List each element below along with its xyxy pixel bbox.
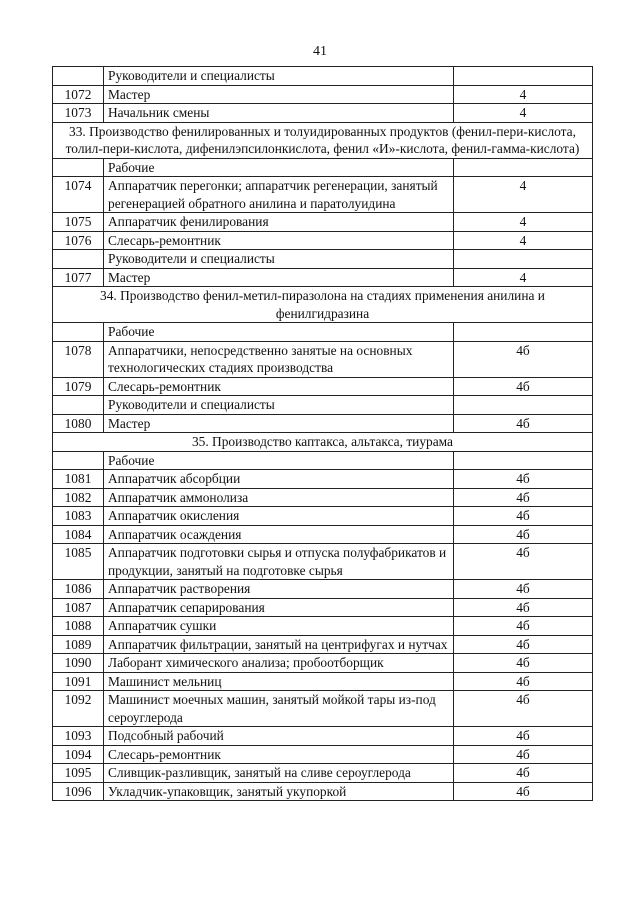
table-row [53,414,593,433]
row-number: 1080 [53,414,104,433]
occupation-name: Слесарь-ремонтник [104,231,454,250]
row-number: 1077 [53,268,104,287]
row-number: 1089 [53,635,104,654]
list-number-cell [454,158,593,177]
section-title: 35. Производство каптакса, альтакса, тиурама [53,433,593,452]
occupation-name: Слесарь-ремонтник [104,745,454,764]
row-number: 1079 [53,377,104,396]
list-number: 4б [454,598,593,617]
occupation-name: Мастер [104,85,454,104]
occupation-name: Аппаратчик подготовки сырья и отпуска полуфабрикатов и продукции, занятый на подготовке сырья [104,544,454,580]
row-number: 1083 [53,507,104,526]
table-row [53,745,593,764]
table-row [53,231,593,250]
row-number-cell [53,323,104,342]
occupation-name: Аппаратчики, непосредственно занятые на основных технологических стадиях производства [104,341,454,377]
row-number-cell [53,250,104,269]
occupation-name: Сливщик-разливщик, занятый на сливе сероуглерода [104,764,454,783]
table-row [53,507,593,526]
section-title: 33. Производство фенилированных и толуидированных продуктов (фенил-пери-кислота, толил-пери-кислота, дифенилэпсилонкислота, фенил «И»-кислота, фенил-гамма-кислота) [53,122,593,158]
group-row [53,158,593,177]
row-number: 1087 [53,598,104,617]
list-number: 4б [454,470,593,489]
row-number: 1092 [53,691,104,727]
occupation-name: Мастер [104,414,454,433]
list-number: 4б [454,580,593,599]
table-row [53,598,593,617]
occupation-name: Машинист моечных машин, занятый мойкой тары из-под сероуглерода [104,691,454,727]
list-number: 4б [454,764,593,783]
list-number: 4б [454,617,593,636]
occupation-name: Аппаратчик окисления [104,507,454,526]
list-number-cell [454,323,593,342]
group-row [53,396,593,415]
occupation-name: Машинист мельниц [104,672,454,691]
occupation-name: Аппаратчик аммонолиза [104,488,454,507]
section-header-row [53,287,593,323]
table-row [53,488,593,507]
row-number-cell [53,451,104,470]
table-row [53,104,593,123]
list-number: 4б [454,414,593,433]
list-number-cell [454,67,593,86]
row-number-cell [53,158,104,177]
table-row [53,544,593,580]
list-number: 4 [454,177,593,213]
row-number: 1072 [53,85,104,104]
table-row [53,672,593,691]
list-number: 4 [454,104,593,123]
row-number: 1084 [53,525,104,544]
group-label: Рабочие [104,451,454,470]
occupation-name: Подсобный рабочий [104,727,454,746]
list-number: 4б [454,654,593,673]
group-label: Рабочие [104,323,454,342]
list-number: 4 [454,213,593,232]
list-number: 4б [454,782,593,801]
group-row [53,250,593,269]
occupation-table [52,66,593,801]
table-row [53,268,593,287]
list-number: 4 [454,85,593,104]
group-label: Руководители и специалисты [104,67,454,86]
list-number-cell [454,250,593,269]
row-number: 1074 [53,177,104,213]
table-row [53,213,593,232]
occupation-name: Слесарь-ремонтник [104,377,454,396]
list-number: 4б [454,544,593,580]
occupation-name: Укладчик-упаковщик, занятый укупоркой [104,782,454,801]
list-number: 4б [454,691,593,727]
list-number: 4 [454,268,593,287]
row-number: 1093 [53,727,104,746]
occupation-name: Аппаратчик сушки [104,617,454,636]
table-row [53,654,593,673]
section-title: 34. Производство фенил-метил-пиразолона на стадиях применения анилина и фенилгидразина [53,287,593,323]
row-number: 1090 [53,654,104,673]
table-row [53,377,593,396]
section-header-row [53,433,593,452]
group-row [53,451,593,470]
list-number: 4б [454,507,593,526]
row-number: 1081 [53,470,104,489]
table-row [53,85,593,104]
row-number: 1085 [53,544,104,580]
row-number: 1096 [53,782,104,801]
occupation-name: Аппаратчик фильтрации, занятый на центрифугах и нутчах [104,635,454,654]
list-number: 4б [454,377,593,396]
occupation-name: Аппаратчик осаждения [104,525,454,544]
list-number: 4б [454,488,593,507]
table-row [53,727,593,746]
group-label: Руководители и специалисты [104,396,454,415]
table-row [53,764,593,783]
list-number: 4б [454,341,593,377]
row-number-cell [53,67,104,86]
table-row [53,525,593,544]
table-row [53,177,593,213]
row-number: 1086 [53,580,104,599]
occupation-name: Аппаратчик растворения [104,580,454,599]
occupation-name: Аппаратчик фенилирования [104,213,454,232]
table-row [53,470,593,489]
table-row [53,341,593,377]
list-number: 4б [454,525,593,544]
row-number: 1088 [53,617,104,636]
list-number: 4б [454,672,593,691]
page-number: 41 [313,44,327,59]
row-number: 1095 [53,764,104,783]
row-number: 1082 [53,488,104,507]
row-number: 1073 [53,104,104,123]
row-number: 1091 [53,672,104,691]
section-header-row [53,122,593,158]
list-number: 4б [454,745,593,764]
table-row [53,617,593,636]
row-number: 1078 [53,341,104,377]
group-row [53,323,593,342]
occupation-name: Начальник смены [104,104,454,123]
occupation-name: Мастер [104,268,454,287]
table-row [53,635,593,654]
row-number: 1094 [53,745,104,764]
occupation-name: Аппаратчик сепарирования [104,598,454,617]
list-number-cell [454,396,593,415]
list-number: 4б [454,635,593,654]
list-number: 4 [454,231,593,250]
group-row [53,67,593,86]
row-number: 1076 [53,231,104,250]
list-number: 4б [454,727,593,746]
row-number: 1075 [53,213,104,232]
occupation-name: Аппаратчик перегонки; аппаратчик регенерации, занятый регенерацией обратного анилина и паратолуидина [104,177,454,213]
group-label: Рабочие [104,158,454,177]
occupation-name: Лаборант химического анализа; пробоотборщик [104,654,454,673]
occupation-name: Аппаратчик абсорбции [104,470,454,489]
table-row [53,580,593,599]
row-number-cell [53,396,104,415]
table-row [53,691,593,727]
list-number-cell [454,451,593,470]
group-label: Руководители и специалисты [104,250,454,269]
table-row [53,782,593,801]
